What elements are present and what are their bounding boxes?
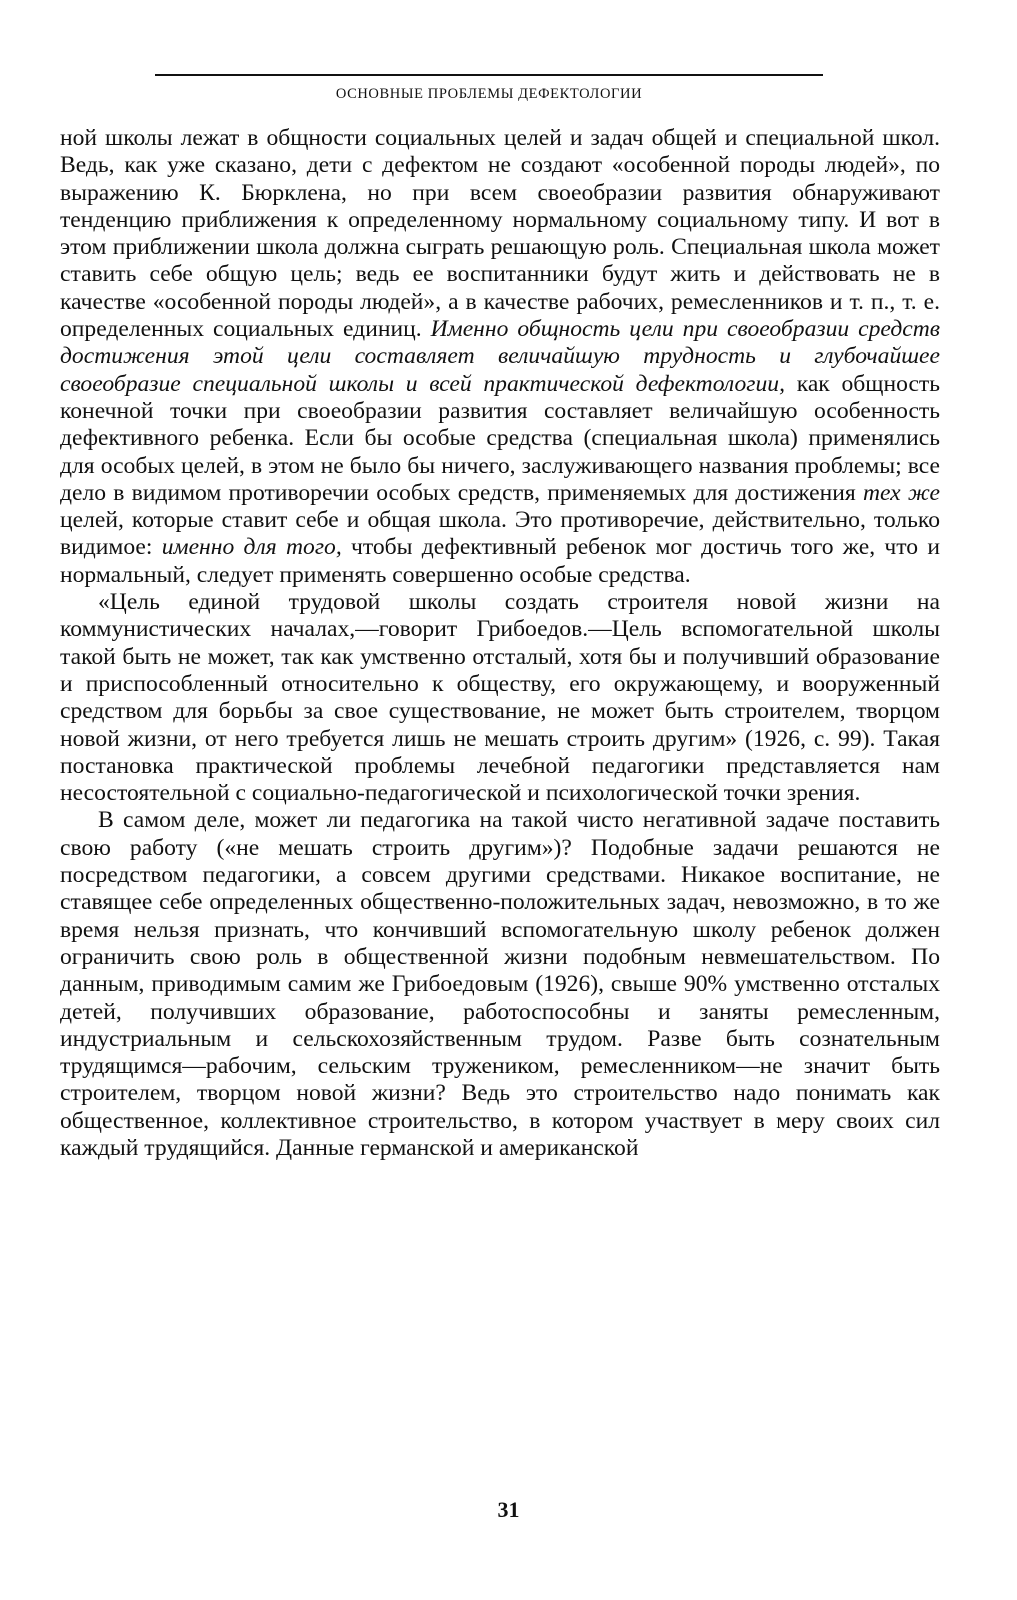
text-segment: В самом деле, может ли педагогика на такой чисто негативной задаче поставить свою работу («не мешать строить другим»)? Подобные задачи решаются не посредством педагогики, а совсем другими средствами. Никакое воспитание, не ставящее себе определенных общественно-положительных задач, невозможно, в то же время нельзя признать, что кончивший вспомогательную школу ребенок должен ограничить свою роль в общественной жизни подобным невмешательством. По данным, приводимым самим же Грибоедовым (1926), свыше 90% умственно отсталых детей, получивших образование, работоспособны и заняты ремесленным, индустриальным и сельскохозяйственным трудом. Разве быть сознательным трудящимся—рабочим, сельским тружеником, ремесленником—не значит быть строителем, творцом новой жизни? Ведь это строительство надо понимать как общественное, коллективное строительство, в котором участвует в меру своих сил каждый трудящийся. Данные германской и американской [60, 807, 940, 1161]
page-number: 31 [497, 1497, 520, 1522]
paragraph-3 [60, 807, 940, 1162]
text-segment: как общность конечной точки при своеобразии развития составляет величайшую особенность дефективного ребенка. Если бы особые средства (специальная школа) применялись для особых целей, в этом не было бы ничего, заслуживающего названия проблемы; все дело в видимом противоречии особых средств, применяемых для достижения [60, 370, 940, 506]
text-segment: чтобы дефективный ребенок мог достичь того же, что и нормальный, следует применять совершенно особые средства. [60, 534, 940, 588]
italic-segment: Именно общность цели при своеобразии средств достижения этой цели составляет величайшую трудность и глубочайшее своеобразие специальной школы и всей практической дефектологии, [60, 316, 941, 397]
paragraph-2 [60, 589, 940, 807]
text-segment: целей, которые ставит себе и общая школа. Это противоречие, действительно, только видимое: [60, 507, 940, 561]
italic-segment: тех же [862, 479, 940, 506]
running-head: ОСНОВНЫЕ ПРОБЛЕМЫ ДЕФЕКТОЛОГИИ [335, 86, 643, 102]
text-segment: ной школы лежат в общности социальных целей и задач общей и специальной школ. Ведь, как уже сказано, дети с дефектом не создают «особенной породы людей», по выражению К. Бюрклена, но при всем своеобразии развития обнаруживают тенденцию приближения к определенному нормальному социальному типу. И вот в этом приближении школа должна сыграть решающую роль. Специальная школа может ставить себе общую цель; ведь ее воспитанники будут жить и действовать не в качестве «особенной породы людей», а в качестве рабочих, ремесленников и т. п., т. е. определенных социальных единиц. [60, 125, 940, 343]
paragraph-1 [60, 125, 940, 589]
header-rule [155, 74, 823, 76]
body-text [60, 125, 940, 1162]
italic-segment: именно для того, [161, 534, 342, 561]
text-segment: «Цель единой трудовой школы создать строителя новой жизни на коммунистических началах,—говорит Грибоедов.—Цель вспомогательной школы такой быть не может, так как умственно отсталый, хотя бы и получивший образование и приспособленный относительно к обществу, его окружающему, и вооруженный средством для борьбы за свое существование, не может быть строителем, творцом новой жизни, от него требуется лишь не мешать строить другим» (1926, с. 99). Такая постановка практической проблемы лечебной педагогики представляется нам несостоятельной с социально-педагогической и психологической точки зрения. [60, 589, 940, 807]
